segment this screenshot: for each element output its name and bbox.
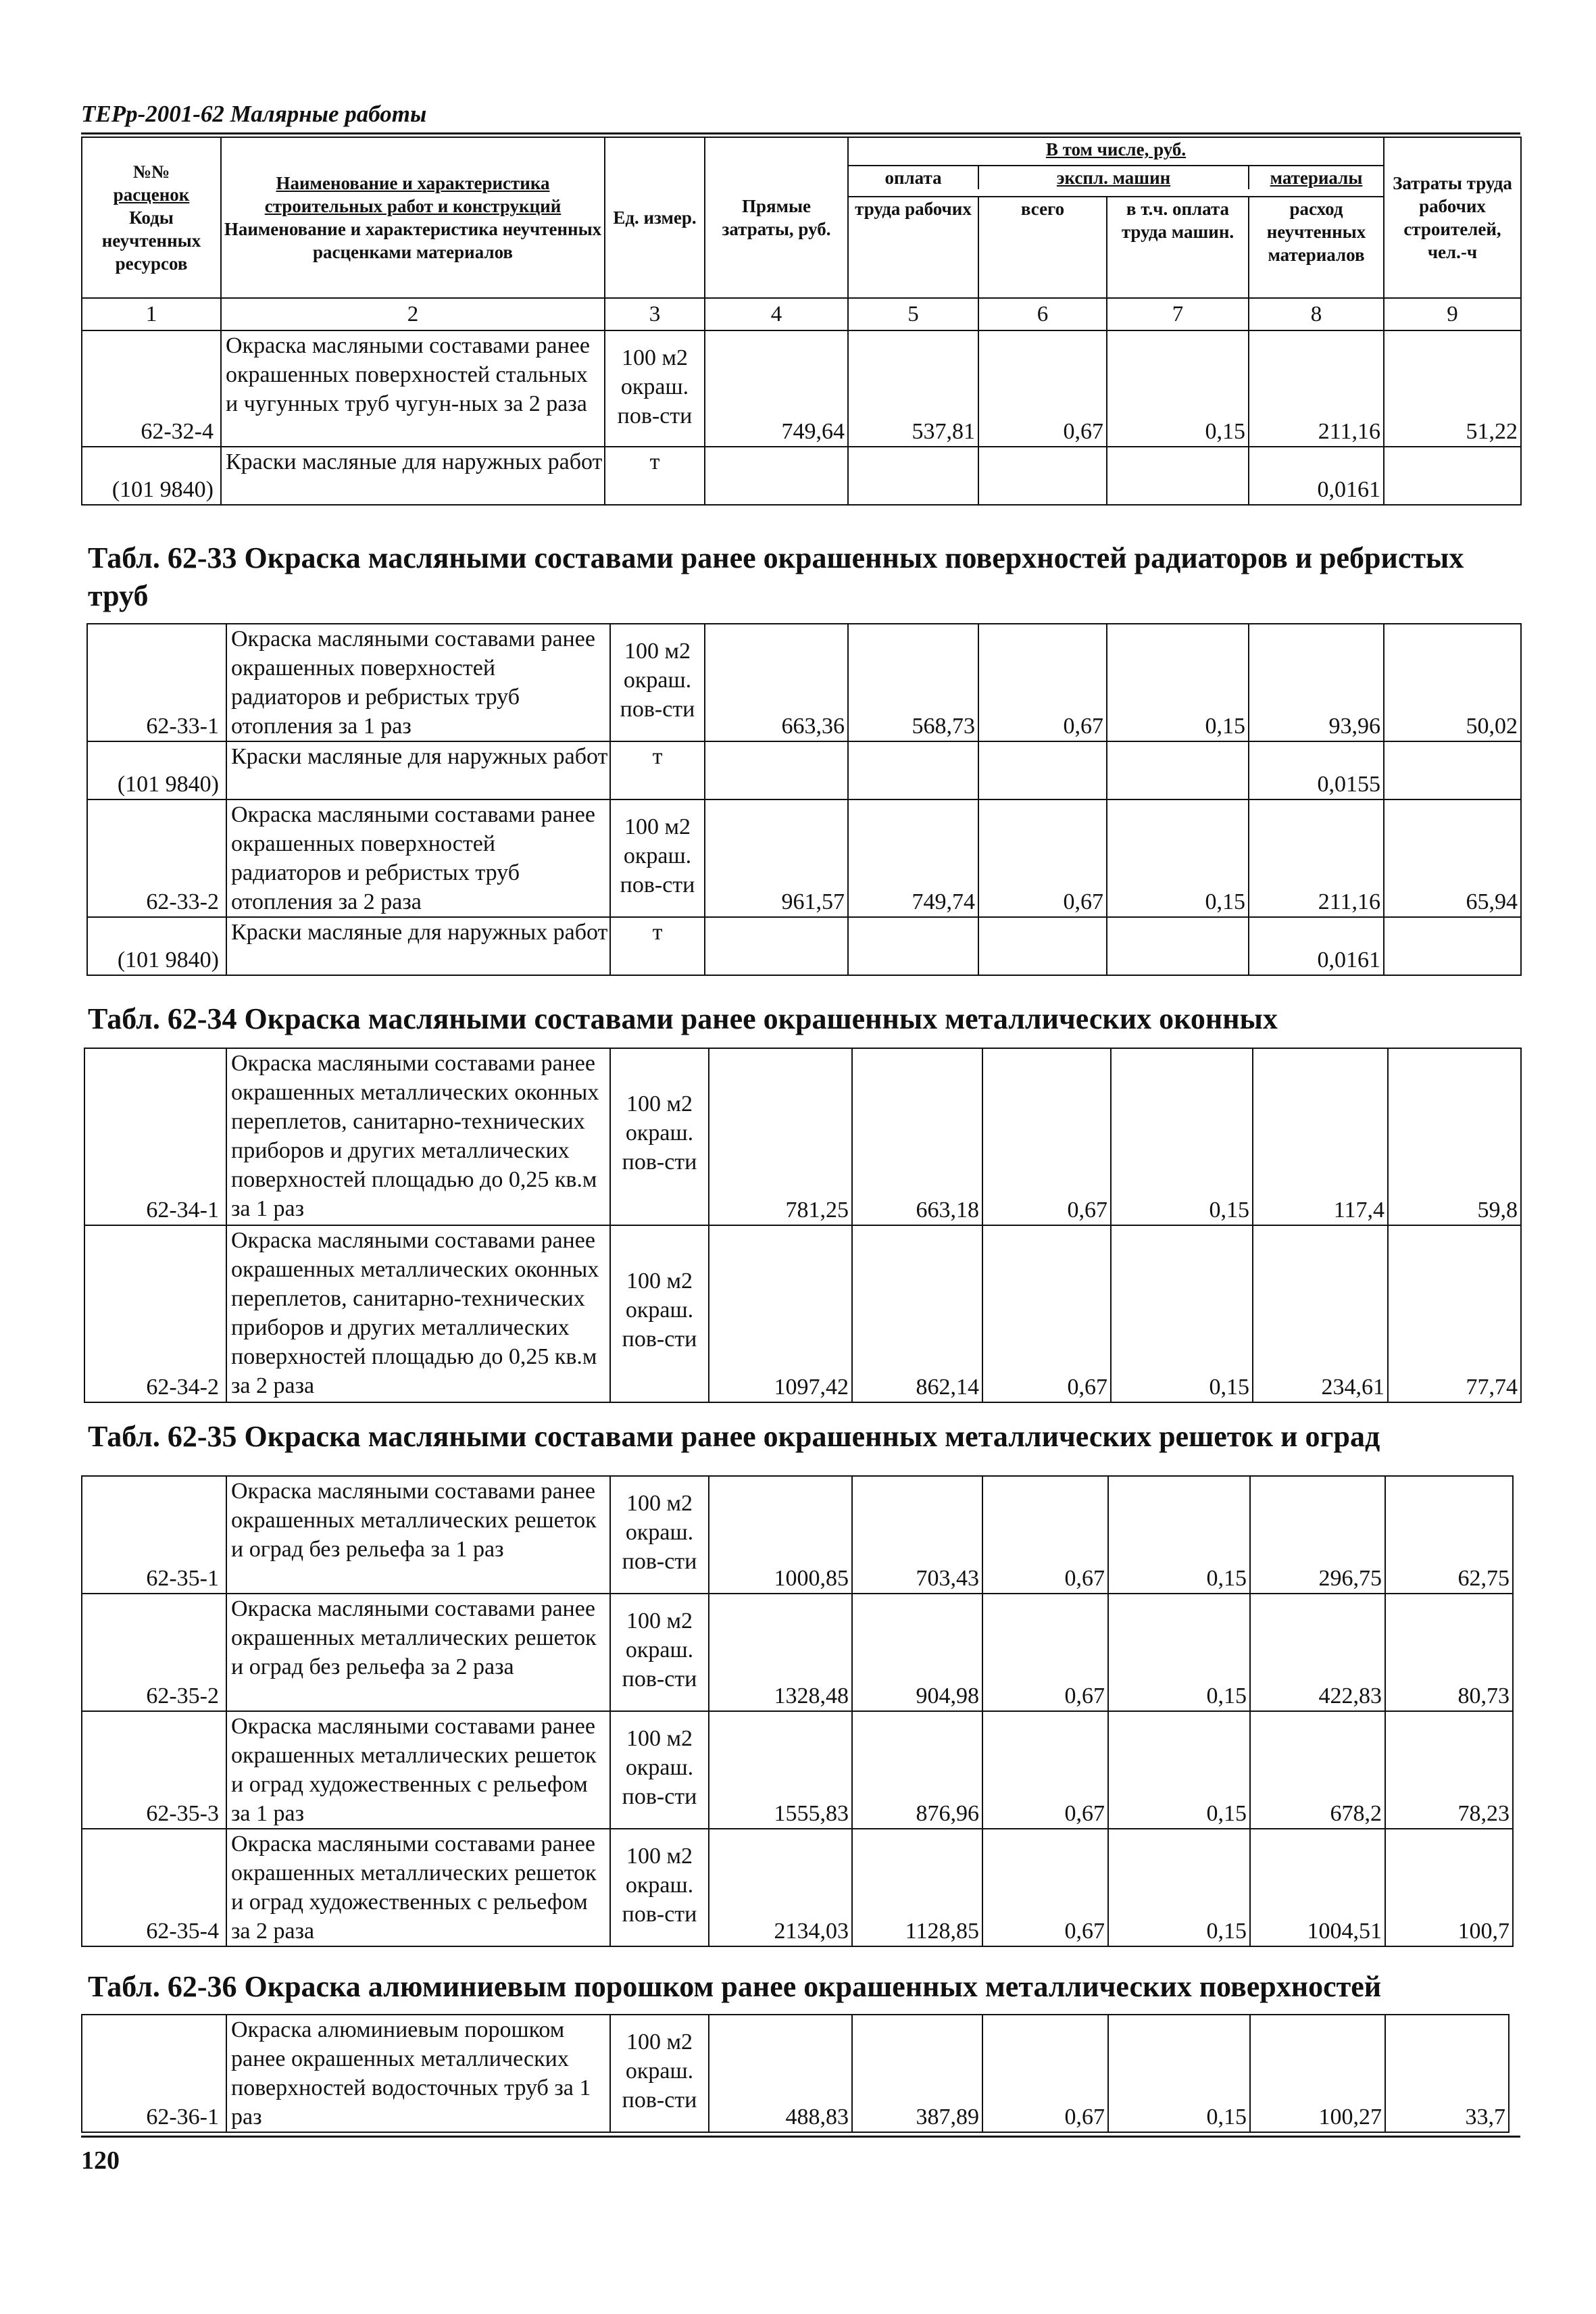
rate-unit: 100 м2 окраш. пов-сти	[610, 1829, 709, 1946]
col-header-material-name: Наименование и характеристика неучтенных расценками материалов	[224, 219, 602, 262]
table-row	[82, 330, 1521, 447]
rate-code: 62-35-4	[82, 1829, 226, 1946]
empty-cell	[1107, 741, 1249, 799]
rate-description: Окраска масляными составами ранее окрашенных поверхностей стальных и чугунных труб чугун-ных за 2 раза	[221, 330, 605, 447]
machine-labor-cost: 0,15	[1108, 2015, 1250, 2132]
col-header-num: №№	[132, 162, 170, 182]
machine-labor-cost: 0,15	[1107, 330, 1249, 447]
rate-description: Окраска масляными составами ранее окрашенных металлических решеток и оград художественных с рельефом за 1 раз	[226, 1711, 610, 1829]
col-header-mach-total: всего	[978, 197, 1107, 298]
rate-unit: 100 м2 окраш. пов-сти	[610, 1225, 709, 1402]
rate-description: Окраска масляными составами ранее окрашенных металлических решеток и оград без рельефа за 1 раз	[226, 1476, 610, 1594]
col-header-machines: экспл. машин	[979, 166, 1249, 189]
labor-hours: 65,94	[1384, 799, 1521, 917]
col-header-direct: Прямые затраты, руб.	[705, 137, 848, 298]
rate-unit: 100 м2 окраш. пов-сти	[610, 1711, 709, 1829]
col-num-5: 5	[848, 298, 978, 330]
col-header-work-name: Наименование и характеристика строительных работ и конструкций	[264, 173, 562, 216]
table-row	[84, 1048, 1521, 1225]
col-num-6: 6	[978, 298, 1107, 330]
table-title-62-35: Табл. 62-35 Окраска масляными составами ранее окрашенных металлических решеток и оград	[88, 1420, 1380, 1453]
rate-unit: 100 м2 окраш. пов-сти	[605, 330, 705, 447]
material-cost: 296,75	[1250, 1476, 1385, 1594]
page-number: 120	[81, 2146, 120, 2175]
resource-unit: т	[610, 917, 705, 975]
labor-hours: 78,23	[1385, 1711, 1513, 1829]
material-cost: 1004,51	[1250, 1829, 1385, 1946]
direct-cost: 1000,85	[709, 1476, 852, 1594]
labor-cost: 749,74	[848, 799, 978, 917]
machine-labor-cost: 0,15	[1111, 1048, 1253, 1225]
rate-unit: 100 м2 окраш. пов-сти	[610, 2015, 709, 2132]
rate-unit: 100 м2 окраш. пов-сти	[610, 799, 705, 917]
material-cost: 678,2	[1250, 1711, 1385, 1829]
table-62-33	[86, 623, 1522, 976]
direct-cost: 749,64	[705, 330, 848, 447]
labor-cost: 862,14	[852, 1225, 982, 1402]
rate-unit: 100 м2 окраш. пов-сти	[610, 1476, 709, 1594]
labor-hours: 33,7	[1385, 2015, 1509, 2132]
col-num-4: 4	[705, 298, 848, 330]
machine-cost: 0,67	[982, 1225, 1111, 1402]
rate-code: 62-33-2	[87, 799, 226, 917]
resource-code: (101 9840)	[87, 741, 226, 799]
labor-cost: 663,18	[852, 1048, 982, 1225]
col-header-hours: Затраты труда рабочих строителей, чел.-ч	[1384, 137, 1521, 298]
direct-cost: 1328,48	[709, 1594, 852, 1711]
page-header: ТЕРр-2001-62 Малярные работы	[81, 99, 1520, 134]
labor-hours: 77,74	[1388, 1225, 1521, 1402]
table-62-36	[81, 2014, 1510, 2133]
material-cost: 93,96	[1249, 624, 1384, 741]
labor-hours: 50,02	[1384, 624, 1521, 741]
machine-cost: 0,67	[978, 624, 1107, 741]
empty-cell	[705, 741, 848, 799]
direct-cost: 663,36	[705, 624, 848, 741]
direct-cost: 2134,03	[709, 1829, 852, 1946]
table-row	[82, 2015, 1509, 2132]
col-header-rates: расценок	[113, 184, 190, 205]
table-row	[82, 1829, 1513, 1946]
resource-qty: 0,0155	[1249, 741, 1384, 799]
labor-hours: 100,7	[1385, 1829, 1513, 1946]
empty-cell	[978, 917, 1107, 975]
group-label: В том числе, руб.	[1045, 139, 1187, 159]
col-header-resource-codes: Коды неучтенных ресурсов	[101, 207, 201, 274]
rate-description: Окраска алюминиевым порошком ранее окрашенных металлических поверхностей водосточных труб за 1 раз	[226, 2015, 610, 2132]
labor-cost: 703,43	[852, 1476, 982, 1594]
direct-cost: 1097,42	[709, 1225, 852, 1402]
labor-hours: 59,8	[1388, 1048, 1521, 1225]
table-row	[82, 1476, 1513, 1594]
rate-code: 62-32-4	[82, 330, 221, 447]
labor-cost: 387,89	[852, 2015, 982, 2132]
machine-labor-cost: 0,15	[1107, 624, 1249, 741]
empty-cell	[705, 447, 848, 505]
machine-labor-cost: 0,15	[1108, 1476, 1250, 1594]
machine-cost: 0,67	[982, 1594, 1108, 1711]
col-header-group	[848, 137, 1384, 197]
direct-cost: 1555,83	[709, 1711, 852, 1829]
resource-code: (101 9840)	[82, 447, 221, 505]
col-num-9: 9	[1384, 298, 1521, 330]
rate-code: 62-34-1	[84, 1048, 226, 1225]
labor-cost: 876,96	[852, 1711, 982, 1829]
rate-code: 62-34-2	[84, 1225, 226, 1402]
machine-labor-cost: 0,15	[1111, 1225, 1253, 1402]
resource-code: (101 9840)	[87, 917, 226, 975]
resource-description: Краски масляные для наружных работ	[221, 447, 605, 505]
col-header-codes	[82, 137, 221, 298]
resource-qty: 0,0161	[1249, 447, 1384, 505]
labor-cost: 568,73	[848, 624, 978, 741]
material-cost: 100,27	[1250, 2015, 1385, 2132]
rate-unit: 100 м2 окраш. пов-сти	[610, 1048, 709, 1225]
labor-hours: 80,73	[1385, 1594, 1513, 1711]
direct-cost: 488,83	[709, 2015, 852, 2132]
table-row	[87, 799, 1521, 917]
rate-code: 62-33-1	[87, 624, 226, 741]
col-num-2: 2	[221, 298, 605, 330]
machine-cost: 0,67	[978, 330, 1107, 447]
empty-cell	[1107, 447, 1249, 505]
col-header-mach-labor: в т.ч. оплата труда машин.	[1107, 197, 1249, 298]
footer-divider	[81, 2136, 1520, 2138]
col-header-materials: материалы	[1270, 168, 1363, 188]
empty-cell	[978, 741, 1107, 799]
rate-description: Окраска масляными составами ранее окрашенных металлических оконных переплетов, санитарно-технических приборов и других металлических поверхностей площадью до 0,25 кв.м за 2 раза	[226, 1225, 610, 1402]
table-62-34	[84, 1048, 1522, 1403]
rate-code: 62-35-3	[82, 1711, 226, 1829]
machine-cost: 0,67	[982, 1476, 1108, 1594]
resource-row	[87, 741, 1521, 799]
rate-description: Окраска масляными составами ранее окрашенных поверхностей радиаторов и ребристых труб отопления за 2 раза	[226, 799, 610, 917]
resource-unit: т	[610, 741, 705, 799]
col-header-mat-usage: расход неучтенных материалов	[1249, 197, 1384, 298]
col-header-labor: оплата	[849, 166, 979, 189]
empty-cell	[978, 447, 1107, 505]
table-row	[82, 1711, 1513, 1829]
material-cost: 422,83	[1250, 1594, 1385, 1711]
rate-unit: 100 м2 окраш. пов-сти	[610, 1594, 709, 1711]
header-table	[81, 137, 1522, 506]
empty-cell	[1384, 917, 1521, 975]
machine-labor-cost: 0,15	[1108, 1594, 1250, 1711]
empty-cell	[848, 917, 978, 975]
rate-unit: 100 м2 окраш. пов-сти	[610, 624, 705, 741]
col-num-3: 3	[605, 298, 705, 330]
machine-labor-cost: 0,15	[1107, 799, 1249, 917]
rate-code: 62-35-1	[82, 1476, 226, 1594]
col-header-name	[221, 137, 605, 298]
empty-cell	[848, 741, 978, 799]
resource-description: Краски масляные для наружных работ	[226, 741, 610, 799]
resource-unit: т	[605, 447, 705, 505]
rate-description: Окраска масляными составами ранее окрашенных металлических решеток и оград без рельефа за 2 раза	[226, 1594, 610, 1711]
table-row	[82, 1594, 1513, 1711]
resource-description: Краски масляные для наружных работ	[226, 917, 610, 975]
resource-row	[82, 447, 1521, 505]
material-cost: 234,61	[1253, 1225, 1388, 1402]
col-header-labor-sub: труда рабочих	[848, 197, 978, 298]
table-62-35	[81, 1475, 1514, 1947]
machine-cost: 0,67	[982, 1711, 1108, 1829]
material-cost: 211,16	[1249, 799, 1384, 917]
rate-description: Окраска масляными составами ранее окрашенных металлических решеток и оград художественных с рельефом за 2 раза	[226, 1829, 610, 1946]
rate-description: Окраска масляными составами ранее окрашенных поверхностей радиаторов и ребристых труб отопления за 1 раз	[226, 624, 610, 741]
labor-hours: 62,75	[1385, 1476, 1513, 1594]
machine-labor-cost: 0,15	[1108, 1711, 1250, 1829]
labor-hours: 51,22	[1384, 330, 1521, 447]
empty-cell	[848, 447, 978, 505]
rate-description: Окраска масляными составами ранее окрашенных металлических оконных переплетов, санитарно-технических приборов и других металлических поверхностей площадью до 0,25 кв.м за 1 раз	[226, 1048, 610, 1225]
col-num-1: 1	[82, 298, 221, 330]
direct-cost: 781,25	[709, 1048, 852, 1225]
table-row	[84, 1225, 1521, 1402]
material-cost: 117,4	[1253, 1048, 1388, 1225]
empty-cell	[1384, 741, 1521, 799]
machine-labor-cost: 0,15	[1108, 1829, 1250, 1946]
empty-cell	[705, 917, 848, 975]
empty-cell	[1384, 447, 1521, 505]
col-header-unit: Ед. измер.	[605, 137, 705, 298]
table-row	[87, 624, 1521, 741]
resource-row	[87, 917, 1521, 975]
empty-cell	[1107, 917, 1249, 975]
resource-qty: 0,0161	[1249, 917, 1384, 975]
machine-cost: 0,67	[982, 1829, 1108, 1946]
rate-code: 62-35-2	[82, 1594, 226, 1711]
table-title-62-34: Табл. 62-34 Окраска масляными составами ранее окрашенных металлических оконных	[88, 1002, 1278, 1035]
labor-cost: 537,81	[848, 330, 978, 447]
machine-cost: 0,67	[982, 2015, 1108, 2132]
table-title-62-36: Табл. 62-36 Окраска алюминиевым порошком ранее окрашенных металлических поверхностей	[88, 1970, 1382, 2003]
direct-cost: 961,57	[705, 799, 848, 917]
machine-cost: 0,67	[982, 1048, 1111, 1225]
col-num-7: 7	[1107, 298, 1249, 330]
col-num-8: 8	[1249, 298, 1384, 330]
labor-cost: 1128,85	[852, 1829, 982, 1946]
machine-cost: 0,67	[978, 799, 1107, 917]
labor-cost: 904,98	[852, 1594, 982, 1711]
table-title-62-33: Табл. 62-33 Окраска масляными составами ранее окрашенных поверхностей радиаторов и ребристых труб	[88, 541, 1464, 612]
material-cost: 211,16	[1249, 330, 1384, 447]
rate-code: 62-36-1	[82, 2015, 226, 2132]
